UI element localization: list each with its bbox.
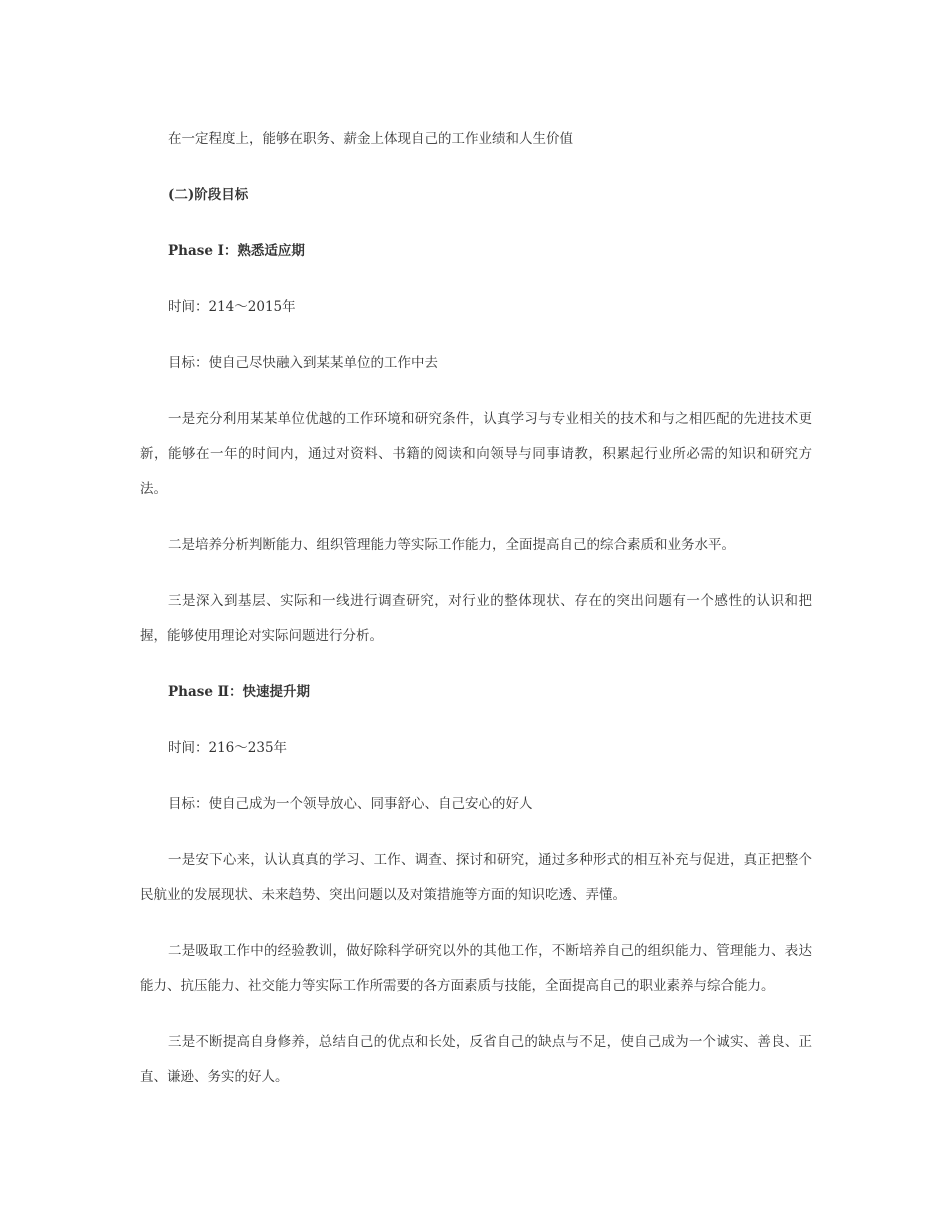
- phase-1-item-1: 一是充分利用某某单位优越的工作环境和研究条件，认真学习与专业相关的技术和与之相匹配的先进技术更新，能够在一年的时间内，通过对资料、书籍的阅读和向领导与同事请教，积累起行业所必需的知识和研究方法。: [140, 411, 812, 497]
- phase-1-goal: 目标：使自己尽快融入到某某单位的工作中去: [168, 355, 438, 371]
- phase-1-item-3: 三是深入到基层、实际和一线进行调查研究，对行业的整体现状、存在的突出问题有一个感性的认识和把握，能够使用理论对实际问题进行分析。: [140, 593, 812, 644]
- paragraph-career-value: 在一定程度上，能够在职务、薪金上体现自己的工作业绩和人生价值: [168, 131, 573, 147]
- phase-2-item-2: 二是吸取工作中的经验教训，做好除科学研究以外的其他工作，不断培养自己的组织能力、管理能力、表达能力、抗压能力、社交能力等实际工作所需要的各方面素质与技能，全面提高自己的职业素养与综合能力。: [140, 943, 812, 994]
- phase-2-item-3: 三是不断提高自身修养，总结自己的优点和长处，反省自己的缺点与不足，使自己成为一个诚实、善良、正直、谦逊、务实的好人。: [140, 1034, 812, 1085]
- section-heading-stage-goals: (二)阶段目标: [168, 187, 249, 203]
- phase-2-time: 时间：216～235年: [168, 740, 288, 756]
- phase-2-goal: 目标：使自己成为一个领导放心、同事舒心、自己安心的好人: [168, 796, 533, 812]
- phase-1-time: 时间：214～2015年: [168, 299, 296, 315]
- phase-heading-1: Phase Ⅰ：熟悉适应期: [168, 243, 305, 259]
- phase-1-item-2: 二是培养分析判断能力、组织管理能力等实际工作能力，全面提高自己的综合素质和业务水平。: [168, 537, 735, 553]
- phase-heading-2: Phase Ⅱ：快速提升期: [168, 684, 310, 700]
- document-body: [140, 122, 812, 1116]
- phase-2-item-1: 一是安下心来，认认真真的学习、工作、调查、探讨和研究，通过多种形式的相互补充与促进，真正把整个民航业的发展现状、未来趋势、突出问题以及对策措施等方面的知识吃透、弄懂。: [140, 852, 812, 903]
